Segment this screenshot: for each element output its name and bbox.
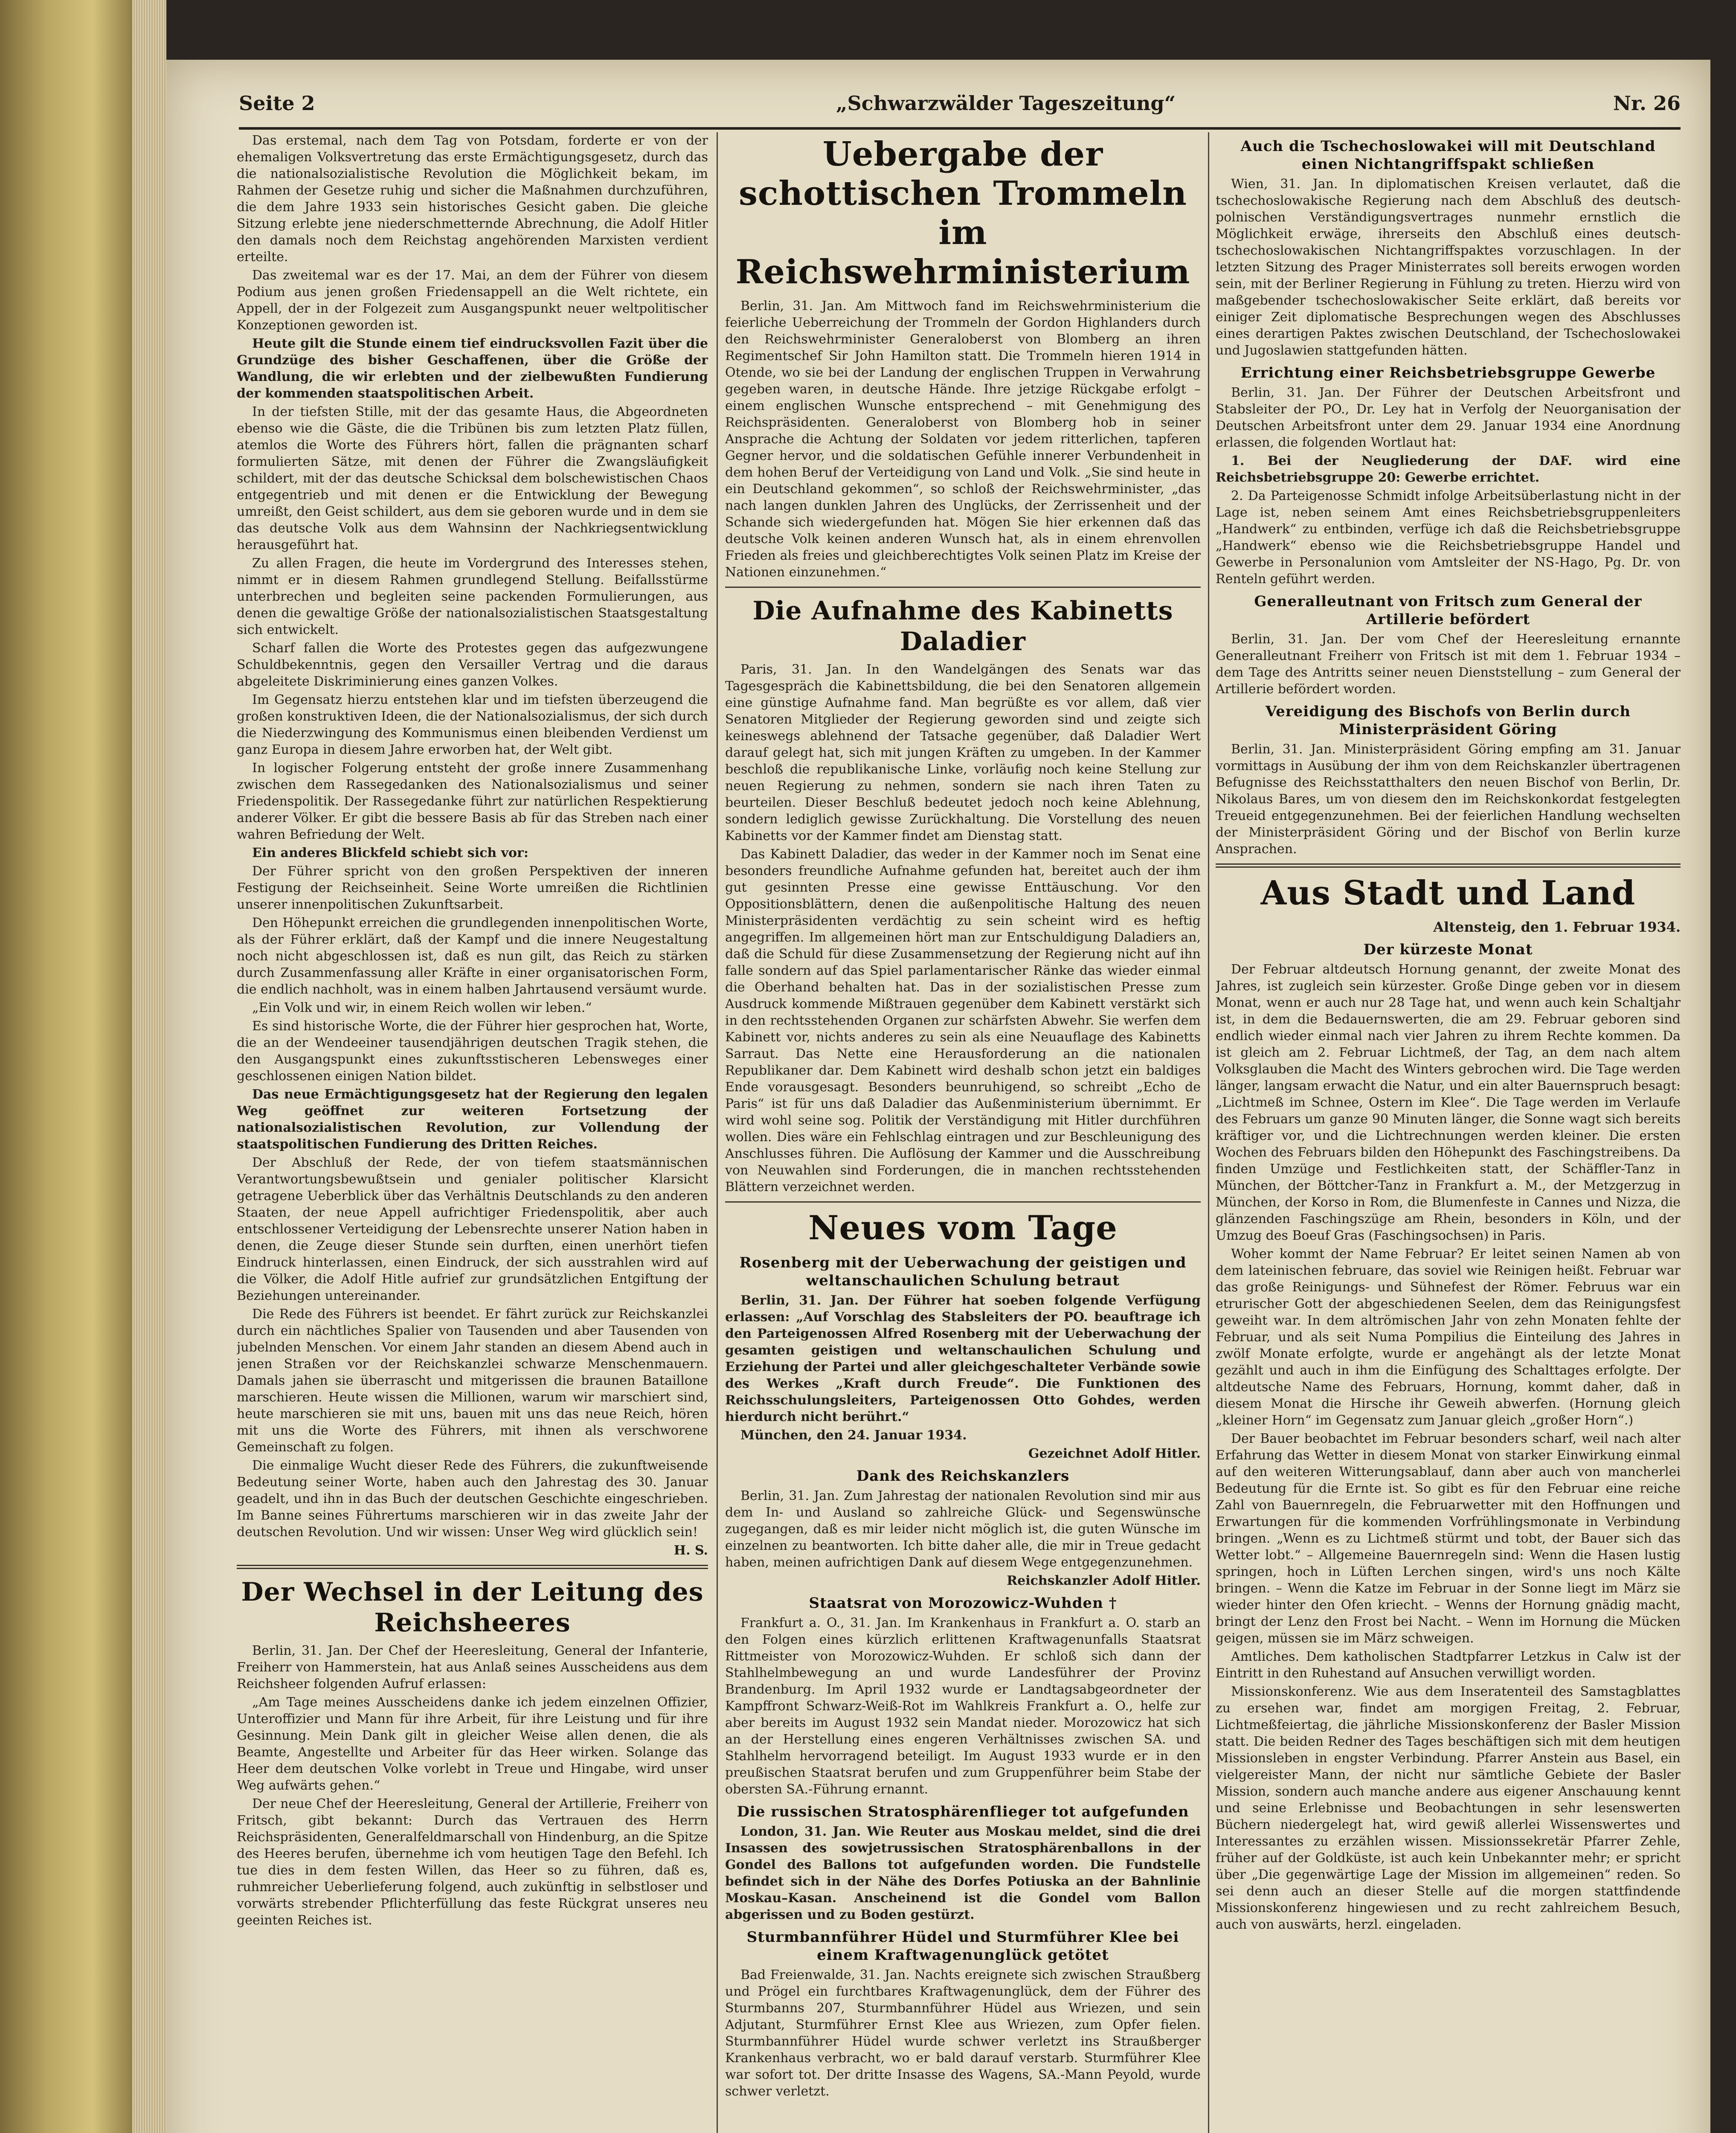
signature: Gezeichnet Adolf Hitler. (1028, 1446, 1201, 1461)
paragraph: Berlin, 31. Jan. Der Führer der Deutschen Arbeitsfront und Stabsleiter der PO., Dr. Ley hat in Verfolg der Neuorganisation der Deutschen Arbeitsfront unter dem 29. Januar 1934 eine Anordnung erlassen, die folgenden Wortlaut hat: (1216, 385, 1681, 450)
paragraph: Der Bauer beobachtet im Februar besonders scharf, weil nach alter Erfahrung das Wetter in diesem Monat von starker Einwirkung einmal auf den weiteren Witterungsablauf, dann aber auch von mancherlei Bedeutung für die Ernte ist. So gibt es für den Februar eine reiche Zahl von Bauernregeln, die Februarwetter mit den Hoffnungen und Erwartungen für die kommenden Vorfrühlingsmonate in Verbindung bringen. „Wenn es zu Lichtmeß stürmt und tobt, der Bauer sich das Wetter lobt.“ – Allgemeine Bauernregeln sind: Wenn die Hasen lustig springen, hoch in Lüften Lerchen singen, wird's uns noch Kälte bringen. – Wenn die Katze im Februar in der Sonne liegt im März sie wieder hinter den Ofen kriecht. – Wenns der Hornung gnädig macht, bringt der Lenz den Frost bei Nacht. – Wenn im Hornung die Mücken geigen, müssen sie im März schweigen. (1216, 1431, 1681, 1646)
paragraph: Das erstemal, nach dem Tag von Potsdam, forderte er von der ehemaligen Volksvertretung das erste Ermächtigungsgesetz, durch das die nationalsozialistische Revolution die Möglichkeit bekam, im Rahmen der Gesetze ruhig und sicher die Maßnahmen durchzuführen, die dem Jahre 1933 sein historisches Gesicht gaben. Die gleiche Sitzung erlebte jene niederschmetternde Abrechnung, die Adolf Hitler den damals noch dem Reichstag angehörenden Marxisten verdient erteilte. (237, 133, 708, 264)
paragraph: Der Führer spricht von den großen Perspektiven der inneren Festigung der Reichseinheit. Seine Worte umreißen die Richtlinien unserer innenpolitischen Zukunftsarbeit. (237, 864, 708, 912)
headline: Vereidigung des Bischofs von Berlin durch Ministerpräsident Göring (1265, 703, 1631, 738)
page-label: Seite 2 (239, 92, 315, 115)
page-stack-edge (132, 0, 166, 2133)
paragraph: Die Rede des Führers ist beendet. Er fährt zurück zur Reichskanzlei durch ein nächtliches Spalier von Tausenden und aber Tausenden von jubelnden Menschen. Vor einem Jahr standen an diesem Abend auch in jenen Straßen vor der Reichskanzlei schwarze Menschenmauern. Damals jahen sie überrascht und mitgerissen die braunen Bataillone marschieren. Heute wissen die Millionen, warum wir marschiert sind, heute marschieren sie mit uns, bauen mit uns das neue Reich, hören mit uns die Worte des Führers, mit ihnen als verschworene Gemeinschaft zu folgen. (237, 1307, 708, 1455)
headline: Die Aufnahme des Kabinetts Daladier (752, 596, 1173, 657)
paragraph: Paris, 31. Jan. In den Wandelgängen des Senats war das Tagesgespräch die Kabinettsbildung, die bei den Senatoren allgemein eine günstige Aufnahme fand. Man begrüßte es vor allem, daß vier Senatoren Mitglieder der Regierung geworden sind und zeigte sich keineswegs ablehnend der Tatsache gegenüber, daß Daladier Wert darauf gelegt hat, sich mit jungen Kräften zu umgeben. In der Kammer beschloß die republikanische Linke, vorläufig noch keine Stellung zur neuen Regierung zu nehmen, sondern sie nach ihren Taten zu beurteilen. Dieser Beschluß bedeutet jedoch noch keine Ablehnung, sondern lediglich gewisse Zurückhaltung. Die Vorstellung des neuen Kabinetts vor der Kammer findet am Dienstag statt. (725, 662, 1201, 843)
paragraph: Berlin, 31. Jan. Der Führer hat soeben folgende Verfügung erlassen: „Auf Vorschlag des Stabsleiters der PO. beauftrage ich den Parteigenossen Alfred Rosenberg mit der Ueberwachung der gesamten geistigen und weltanschaulichen Schulung und Erziehung der Partei und aller gleichgeschalteter Verbände sowie des Werkes „Kraft durch Freude“. Die Funktionen des Reichsschulungsleiters, Parteigenossen Otto Gohdes, werden hierdurch nicht berührt.“ (725, 1293, 1201, 1424)
article-divider (725, 587, 1201, 588)
paragraph: Amtliches. Dem katholischen Stadtpfarrer Letzkus in Calw ist der Eintritt in den Ruhestand auf Ansuchen verwilligt worden. (1216, 1649, 1681, 1681)
article-divider (237, 1565, 708, 1569)
column-1 (237, 132, 708, 2133)
article-divider (725, 1201, 1201, 1203)
paragraph: Scharf fallen die Worte des Protestes gegen das aufgezwungene Schuldbekenntnis, gegen den Versailler Vertrag und die daraus abgeleitete Diskriminierung eines ganzen Volkes. (237, 641, 708, 689)
paragraph: Zu allen Fragen, die heute im Vordergrund des Interesses stehen, nimmt er in diesem Rahmen grundlegend Stellung. Beifallsstürme unterbrechen und begleiten seine packenden Formulierungen, aus denen die gewaltige Größe der nationalsozialistischen Staatsgestaltung sich entwickelt. (237, 556, 708, 637)
paragraph: In logischer Folgerung entsteht der große innere Zusammenhang zwischen dem Rassegedanken des Nationalsozialismus und seiner Friedenspolitik. Der Rassegedanke führt zur natürlichen Respektierung anderer Völker. Er gibt die bessere Basis ab für das Streben nach einer wahren Befriedung der Welt. (237, 761, 708, 842)
paragraph: Im Gegensatz hierzu entstehen klar und im tiefsten überzeugend die großen konstruktiven Ideen, die der Nationalsozialismus, der sich durch die Niederzwingung des Kommunismus einen bleibenden Verdienst um ganz Europa in diesem Jahre erworben hat, der Welt gibt. (237, 692, 708, 757)
paragraph: 2. Da Parteigenosse Schmidt infolge Arbeitsüberlastung nicht in der Lage ist, neben seinem Amt eines Reichsbetriebsgruppenleiters „Handwerk“ zu entbinden, verfüge ich daß die Reichsbetriebsgruppe „Handwerk“ ebenso wie die Reichsbetriebsgruppe Handel und Gewerbe in Personalunion vom Amtsleiter der NS-Hago, Pg. Dr. von Renteln geführt werden. (1216, 488, 1681, 587)
paragraph: „Ein Volk und wir, in einem Reich wollen wir leben.“ (252, 1000, 592, 1015)
column-2 (725, 132, 1201, 2133)
headline: Staatsrat von Morozowicz-Wuhden † (809, 1595, 1117, 1612)
headline: Der kürzeste Monat (1363, 941, 1533, 958)
headline: Uebergabe der schottischen Trommeln im Reichswehrministerium (735, 135, 1190, 291)
paragraph: Missionskonferenz. Wie aus dem Inseratenteil des Samstagblattes zu ersehen war, findet am morgigen Freitag, 2. Februar, Lichtmeßfeiertag, die jährliche Missionskonferenz der Basler Mission statt. Die beiden Redner des Tages beschäftigen sich mit dem heutigen Missionsleben in engster Verbindung. Pfarrer Anstein aus Basel, ein vielgereister Mann, der nicht nur sämtliche Gebiete der Basler Mission, sondern auch manche andere aus eigener Anschauung kennt und seine Erlebnisse und Beobachtungen in sehr lesenswerten Büchern niedergelegt hat, wird gewiß allerlei Wissenswertes und Interessantes zu erzählen wissen. Missionssekretär Pfarrer Zehle, früher auf der Goldküste, ist auch kein Unbekannter mehr; er spricht über „Die gegenwärtige Lage der Mission im allgemeinen“ reden. So sei denn auch an dieser Stelle auf die morgen stattfindende Missionskonferenz hingewiesen und zu recht zahlreichem Besuch, auch von auswärts, herzl. eingeladen. (1216, 1684, 1681, 1932)
paragraph: „Am Tage meines Ausscheidens danke ich jedem einzelnen Offizier, Unteroffizier und Mann für ihre Arbeit, für ihre Leistung und für ihre Gesinnung. Mein Dank gilt in gleicher Weise allen denen, die als Beamte, Angestellte und Arbeiter für das Heer wirken. Solange das Heer dem deutschen Volke vorlebt in Treue und Hingabe, wird unser Weg aufwärts gehen.“ (237, 1695, 708, 1793)
paragraph: Berlin, 31. Jan. Am Mittwoch fand im Reichswehrministerium die feierliche Ueberreichung der Trommeln der Gordon Highlanders durch den Reichswehrminister Generaloberst von Blomberg an ihren Regimentschef Sir John Hamilton statt. Die Trommeln hieren 1914 in Otende, wo sie bei der Landung der englischen Truppen in Verwahrung gegeben waren, in deutsche Hände. Ihre jetzige Rückgabe erfolgt – einem englischen Wunsche entsprechend – mit Genehmigung des Reichspräsidenten. Generaloberst von Blomberg hob in seiner Ansprache die Achtung der Soldaten vor jedem ritterlichen, tapferen Gegner hervor, und die soldatischen Gefühle innerer Verbundenheit in dem hohen Beruf der Verteidigung von Land und Volk. „Sie sind heute in ein Deutschland gekommen“, so schloß der Reichswehrminister, „das nach langen dunklen Jahren des Unglücks, der Zerrissenheit und der Schande sich wiedergefunden hat. Mögen Sie hier erkennen daß das deutsche Volk keinen anderen Wunsch hat, als in einem ehrenvollen Frieden als freies und gleichberechtigtes Volk seinen Platz im Kreise der Nationen einzunehmen.“ (725, 299, 1201, 580)
section-heading: Neues vom Tage (808, 1209, 1118, 1247)
paragraph: London, 31. Jan. Wie Reuter aus Moskau meldet, sind die drei Insassen des sowjetrussischen Stratosphärenballons in der Gondel des Ballons tot aufgefunden worden. Die Fundstelle befindet sich in der Nähe des Dorfes Potiuska an der Bahnlinie Moskau–Kasan. Anscheinend ist die Gondel vom Ballon abgerissen und zu Boden gestürzt. (725, 1824, 1201, 1922)
paragraph: In der tiefsten Stille, mit der das gesamte Haus, die Abgeordneten ebenso wie die Gäste, die die Tribünen bis zum letzten Platz füllen, atemlos die Worte des Führers hört, fallen die prägnanten scharf formulierten Sätze, mit denen der Führer die Zwangsläufigkeit schildert, mit der das deutsche Schicksal dem bolschewistischen Chaos entgegentrieb und mit denen er die Entwicklung der Bewegung umreißt, den Geist schildert, aus dem sie geboren wurde und in dem sie das deutsche Volk aus dem Wahnsinn der Nachkriegsentwicklung herausgeführt hat. (237, 404, 708, 552)
section-divider (1216, 863, 1681, 868)
headline: Dank des Reichskanzlers (856, 1468, 1070, 1485)
paragraph: Das neue Ermächtigungsgesetz hat der Regierung den legalen Weg geöffnet zur weiteren Fortsetzung der nationalsozialistischen Revolution, zur Vollendung der staatspolitischen Fundierung des Dritten Reiches. (237, 1087, 708, 1152)
book-binding (0, 0, 132, 2133)
paragraph: Berlin, 31. Jan. Zum Jahrestag der nationalen Revolution sind mir aus dem In- und Ausland so zahlreiche Glück- und Segenswünsche zugegangen, daß es mir leider nicht möglich ist, die guten Wünsche im einzelnen zu beantworten. Ich bitte daher alle, die mir in Treue gedacht haben, meinen aufrichtigen Dank auf diesem Wege entgegenzunehmen. (725, 1488, 1201, 1570)
dateline: München, den 24. Januar 1934. (740, 1428, 967, 1443)
paragraph: Die einmalige Wucht dieser Rede des Führers, die zukunftweisende Bedeutung seiner Worte, haben auch den Jahrestag des 30. Januar geadelt, und ihn in das Buch der deutschen Geschichte eingeschrieben. Im Banne seines Führertums marschieren wir in das zweite Jahr der deutschen Revolution. Und wir wissen: Unser Weg wird glücklich sein! (237, 1458, 708, 1540)
paragraph: Bad Freienwalde, 31. Jan. Nachts ereignete sich zwischen Straußberg und Prögel ein furchtbares Kraftwagenunglück, dem der Führer des Sturmbanns 207, Sturmbannführer Hüdel aus Wriezen, und sein Adjutant, Sturmführer Ernst Klee aus Wriezen, zum Opfer fielen. Sturmbannführer Hüdel wurde schwer verletzt ins Straußberger Krankenhaus verbracht, wo er bald darauf verstarb. Sturmführer Klee war sofort tot. Der dritte Insasse des Wagens, SA.-Mann Peyold, wurde schwer verletzt. (725, 1967, 1201, 2099)
dateline: Altensteig, den 1. Februar 1934. (1433, 919, 1681, 935)
signature: Reichskanzler Adolf Hitler. (1007, 1573, 1201, 1588)
paragraph: Der Abschluß der Rede, der von tiefem staatsmännischen Verantwortungsbewußtsein und genialer politischer Klarsicht getragene Ueberblick über das Verhältnis Deutschlands zu den anderen Staaten, der neue Appell aufrichtiger Friedenspolitik, aber auch entschlossener Verteidigung der Lebensrechte unserer Nation haben in denen, die Zeuge dieser Stunde sein durften, einen unerhört tiefen Eindruck hinterlassen, einen Eindruck, der sich ausstrahlen wird auf die Völker, die Adolf Hitle aufrief zur grundsätzlichen Entgiftung der Beziehungen untereinander. (237, 1155, 708, 1303)
paragraph: Frankfurt a. O., 31. Jan. Im Krankenhaus in Frankfurt a. O. starb an den Folgen eines kürzlich erlittenen Kraftwagenunfalls Staatsrat Rittmeister von Morozowicz-Wuhden. Er schloß sich dann der Stahlhelmbewegung an und wurde Landesführer der Provinz Brandenburg. Im April 1932 wurde er Landtagsabgeordneter der Kampffront Schwarz-Weiß-Rot im Wahlkreis Frankfurt a. O., helfe zur aber bereits im August 1932 sein Mandat nieder. Morozowicz hat sich an der Herstellung eines engeren Verhältnisses zwischen SA. und Stahlhelm hervorragend beteiligt. Im August 1933 wurde er in den preußischen Staatsrat berufen und zum Gruppenführer beim Stabe der obersten SA.-Führung ernannt. (725, 1616, 1201, 1797)
paragraph: Der neue Chef der Heeresleitung, General der Artillerie, Freiherr von Fritsch, gibt bekannt: Durch das Vertrauen des Herrn Reichspräsidenten, Generalfeldmarschall von Hindenburg, an die Spitze des Heeres berufen, übernehme ich vom heutigen Tage den Befehl. Ich tue dies in dem festen Willen, das Heer so zu führen, daß es, ruhmreicher Ueberlieferung folgend, auch zukünftig in selbstloser und vorwärts strebender Pflichterfüllung das feste Rückgrat unseres neu geeinten Reiches ist. (237, 1796, 708, 1928)
headline: Sturmbannführer Hüdel und Sturmführer Klee bei einem Kraftwagenunglück getötet (746, 1929, 1179, 1964)
column-separator (1208, 132, 1209, 2133)
column-separator (717, 132, 718, 2133)
paragraph: Das Kabinett Daladier, das weder in der Kammer noch im Senat eine besonders freundliche Aufnahme gefunden hat, bereitet auch der ihm gut gesinnten Presse eine gewisse Enttäuschung. Vor den Oppositionsblättern, denen die außenpolitische Haltung des neuen Ministerpräsidenten verdächtig zu sein scheint wird es heftig angegriffen. Im allgemeinen hört man zur Entschuldigung Daladiers an, daß die Schuld für diese Zusammensetzung der Regierung nicht auf ihn falle sondern auf das Spiel parlamentarischer Ränke das wieder einmal die Oberhand behalten hat. Das in der sozialistischen Presse zum Ausdruck kommende Mißtrauen gegenüber dem Kabinett verstärkt sich in den rechtsstehenden Organen zur schärfsten Abwehr. Sie werfen dem Kabinett vor, nichts anderes zu sein als eine Neuauflage des Kabinetts Sarraut. Das Nette eine Herausforderung an die nationalen Republikaner dar. Dem Kabinett wird deshalb schon jetzt ein baldiges Ende vorausgesagt. Besonders beunruhigend, so schreibt „Echo de Paris“ ist für uns daß Daladier das Außenministerium übernimmt. Er wird wohl seine sog. Politik der Verständigung mit Hitler durchführen wollen. Dies wäre ein Fehlschlag eintragen und zur Beschleunigung des Anschlusses führen. Die Auflösung der Kammer und die Ausschreibung von Neuwahlen sind Forderungen, die in manchen rechtsstehenden Blättern verzeichnet werden. (725, 847, 1201, 1194)
paragraph: Der Februar altdeutsch Hornung genannt, der zweite Monat des Jahres, ist zugleich sein kürzester. Große Dinge geben vor in diesem Monat, wenn er auch nur 28 Tage hat, und wenn auch kein Schaltjahr ist, in dem die Bedauernswerten, die am 29. Februar geboren sind endlich wieder einmal nach vier Jahren zu ihrem Rechte kommen. Da ist gleich am 2. Februar Lichtmeß, der Tag, an dem nach altem Volksglauben die Macht des Winters gebrochen wird. Die Tage werden länger, langsam erwacht die Natur, und ein alter Bauernspruch besagt: „Lichtmeß im Schnee, Ostern im Klee“. Die Tage werden im Verlaufe des Februars um ganze 90 Minuten länger, die Sonne wagt sich bereits kräftiger vor, und die Lichtrechnungen werden kleiner. Die ersten Wochen des Februars bilden den Höhepunkt des Faschingstreibens. Da finden Umzüge und Festlichkeiten statt, der Schäffler-Tanz in München, der Böttcher-Tanz in Frankfurt a. M., der Metzgerzug in München, der Korso in Rom, die Blumenfeste in Cannes und Nizza, die glänzenden Faschingszüge am Rhein, besonders in Köln, und der Umzug des Boeuf Gras (Faschingsochsen) in Paris. (1216, 962, 1681, 1243)
column-3 (1216, 132, 1681, 2133)
paragraph: Berlin, 31. Jan. Ministerpräsident Göring empfing am 31. Januar vormittags in Ausübung der ihm von dem Reichskanzler übertragenen Befugnisse des Reichsstatthalters den neuen Bischof von Berlin, Dr. Nikolaus Bares, um von diesem den im Reichskonkordat festgelegten Treueid entgegenzunehmen. Bei der feierlichen Handlung wechselten der Ministerpräsident Göring und der Bischof von Berlin kurze Ansprachen. (1216, 742, 1681, 857)
section-heading: Aus Stadt und Land (1260, 874, 1636, 912)
headline: Errichtung einer Reichsbetriebsgruppe Gewerbe (1240, 364, 1656, 381)
newspaper-name: „Schwarzwälder Tageszeitung“ (836, 92, 1176, 115)
paragraph: Berlin, 31. Jan. Der Chef der Heeresleitung, General der Infanterie, Freiherr von Hammerstein, hat aus Anlaß seines Ausscheidens aus dem Reichsheer folgenden Aufruf erlassen: (237, 1643, 708, 1691)
paragraph: Heute gilt die Stunde einem tief eindrucksvollen Fazit über die Grundzüge des bisher Geschaffenen, über die Größe der Wandlung, die wir erlebten und der zielbewußten Fundierung der kommenden staatspolitischen Arbeit. (237, 336, 708, 401)
paragraph: Berlin, 31. Jan. Der vom Chef der Heeresleitung ernannte Generalleutnant Freiherr von Fritsch ist mit dem 1. Februar 1934 – dem Tage des Antritts seiner neuen Dienststellung – zum General der Artillerie befördert worden. (1216, 632, 1681, 697)
paragraph: Woher kommt der Name Februar? Er leitet seinen Namen ab von dem lateinischen februare, das soviel wie Reinigen heißt. Februar war das große Reinigungs- und Sühnefest der Römer. Februus war ein etrurischer Gott der abgeschiedenen Seelen, dem das Reinigungsfest geweiht war. In dem altrömischen Jahr von zehn Monaten fehlte der Februar, und als seit Numa Pompilius die Einteilung des Jahres in zwölf Monate erfolgte, wurde er angehängt als der letzte Monat gezählt und auch in ihm die Einfügung des Schalttages erfolgte. Der altdeutsche Name des Februars, Hornung, kommt daher, daß in diesem Monat die Hirsche ihr Geweih abwerfen. (Hornung gleich „kleiner Horn“ im Gegensatz zum Januar gleich „großer Horn“.) (1216, 1247, 1681, 1428)
issue-number: Nr. 26 (1613, 92, 1681, 115)
paragraph: Das zweitemal war es der 17. Mai, an dem der Führer von diesem Podium aus jenen großen Friedensappell an die Welt richtete, ein Appell, der in der Folgezeit zum Ausgangspunkt neuer weltpolitischer Konzeptionen geworden ist. (237, 268, 708, 333)
header-rule (239, 127, 1681, 130)
headline: Generalleutnant von Fritsch zum General der Artillerie befördert (1254, 593, 1642, 628)
paragraph: 1. Bei der Neugliederung der DAF. wird eine Reichsbetriebsgruppe 20: Gewerbe errichtet. (1216, 453, 1681, 485)
paragraph: Wien, 31. Jan. In diplomatischen Kreisen verlautet, daß die tschechoslowakische Regierung nach dem Abschluß des deutsch-polnischen Verständigungsvertrages nunmehr ernstlich die Möglichkeit erwäge, ihrerseits den Abschluß eines deutsch-tschechoslowakischen Nichtangriffspaktes vorzuschlagen. In der letzten Sitzung des Prager Ministerrates soll bereits erwogen worden sein, mit der Berliner Regierung in Fühlung zu treten. Hierzu wird von maßgebender tschechoslowakischer Seite erklärt, daß bereits vor einiger Zeit diplomatische Besprechungen wegen des Abschlusses eines derartigen Paktes zwischen Deutschland, der Tschechoslowakei und Jugoslawien stattgefunden hätten. (1216, 177, 1681, 358)
paragraph: Ein anderes Blickfeld schiebt sich vor: (252, 846, 528, 860)
page-header (239, 92, 1681, 122)
headline: Der Wechsel in der Leitung des Reichsheeres (241, 1577, 704, 1638)
paragraph: Es sind historische Worte, die der Führer hier gesprochen hat, Worte, die an der Wendeeiner tausendjährigen deutschen Tragik stehen, die den Ausgangspunkt eines zukunftsstischeren Lebensweges einer geschlossenen einigen Nation bildet. (237, 1019, 708, 1084)
paragraph: Den Höhepunkt erreichen die grundlegenden innenpolitischen Worte, als der Führer erklärt, daß der Kampf und die innere Neugestaltung noch nicht abgeschlossen ist, daß es nun gilt, das Reich zu stärken durch Zusammenfassung aller Kräfte in einer organisatorischen Form, die endlich nachholt, was in einem halben Jahrtausend versäumt wurde. (237, 915, 708, 997)
author-signature: H. S. (673, 1543, 708, 1558)
headline: Rosenberg mit der Ueberwachung der geistigen und weltanschaulichen Schulung betraut (739, 1254, 1187, 1289)
headline: Auch die Tschechoslowakei will mit Deutschland einen Nichtangriffspakt schließen (1240, 138, 1656, 173)
headline: Die russischen Stratosphärenflieger tot aufgefunden (737, 1803, 1189, 1820)
